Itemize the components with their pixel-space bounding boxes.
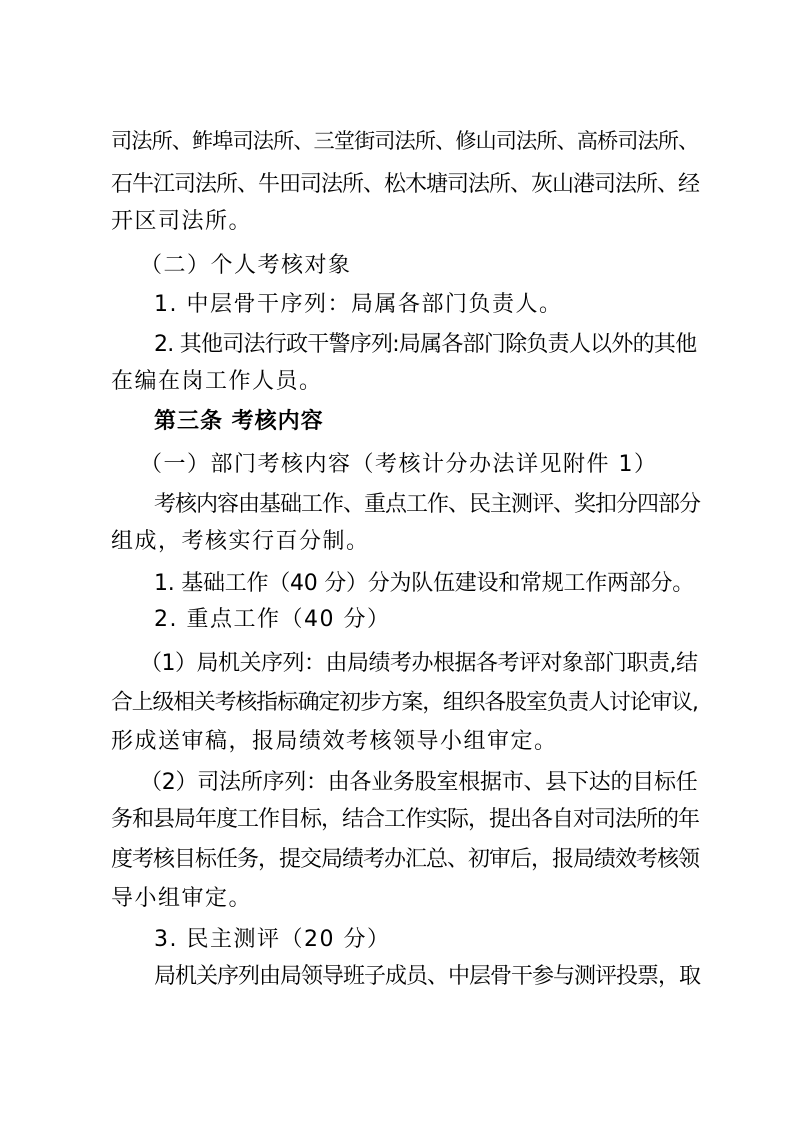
text-line: 2. 其他司法行政干警序列:局属各部门除负责人以外的其他 [154,332,697,357]
text-line: 2. 重点工作（40 分） [154,607,391,632]
text-line: 1. 中层骨干序列：局属各部门负责人。 [154,292,563,317]
text-line: 在编在岗工作人员。 [111,369,323,394]
text-line: 导小组审定。 [111,886,253,911]
text-line: 务和县局年度工作目标，结合工作实际，提出各自对司法所的年 [111,807,700,832]
section-subheading: （二）个人考核对象 [140,253,352,278]
text-line: 3. 民主测评（20 分） [154,927,391,952]
text-line: 开区司法所。 [111,209,253,234]
article-heading: 第三条 考核内容 [154,409,324,434]
text-line: （1）局机关序列：由局绩考办根据各考评对象部门职责,结 [140,651,698,676]
text-line: （2）司法所序列：由各业务股室根据市、县下达的目标任 [140,770,698,795]
section-subheading: （一）部门考核内容（考核计分办法详见附件 1） [140,452,658,477]
text-line: 司法所、鲊埠司法所、三堂街司法所、修山司法所、高桥司法所、 [111,129,699,154]
text-line: 考核内容由基础工作、重点工作、民主测评、奖扣分四部分 [154,492,701,517]
text-line: 度考核目标任务，提交局绩考办汇总、初审后，报局绩效考核领 [111,847,700,872]
text-line: 合上级相关考核指标确定初步方案，组织各股室负责人讨论审议, [111,690,698,715]
text-line: 形成送审稿，报局绩效考核领导小组审定。 [111,729,558,754]
text-line: 局机关序列由局领导班子成员、中层骨干参与测评投票，取 [154,964,701,989]
text-line: 石牛江司法所、牛田司法所、松木塘司法所、灰山港司法所、经 [111,172,700,197]
text-line: 1. 基础工作（40 分）分为队伍建设和常规工作两部分。 [154,571,694,596]
text-line: 组成，考核实行百分制。 [111,529,370,554]
